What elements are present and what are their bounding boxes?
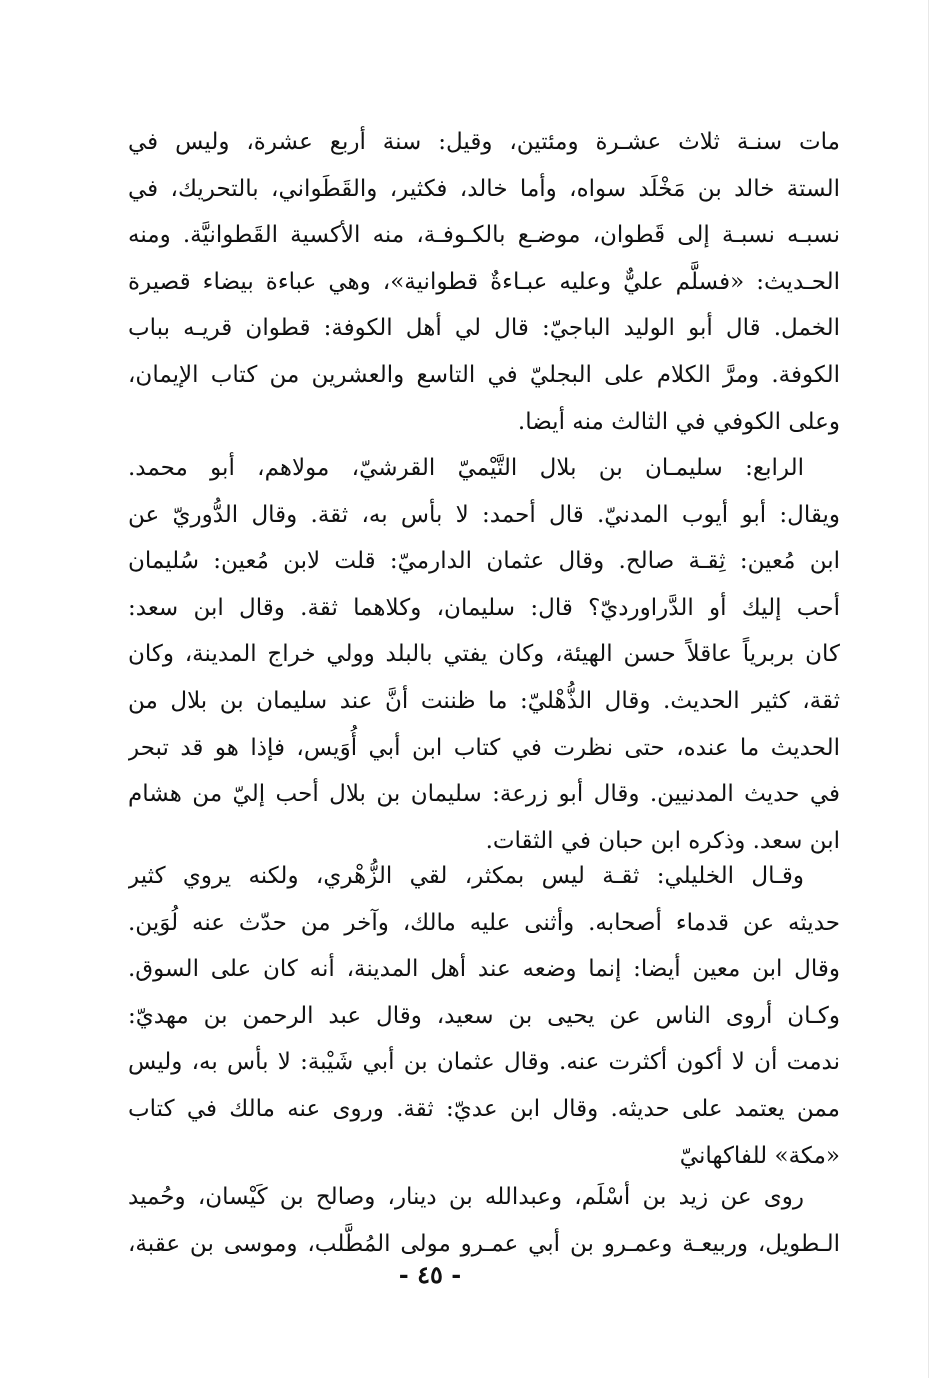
- paragraph-line: الحـديث: «فسلَّم عليٌّ وعليه عبـاءةٌ قطوانية»، وهي عباءة بيضاء قصيرة: [128, 268, 840, 295]
- paragraph-2: [128, 445, 840, 864]
- paragraph-line: الكوفة. ومرَّ الكلام على البجليّ في التاسع والعشرين من كتاب الإيمان،: [128, 361, 840, 388]
- paragraph-line: وقال ابن معين أيضا: إنما وضعه عند أهل المدينة، أنه كان على السوق.: [128, 956, 840, 983]
- paragraph-line: روى عن زيد بن أسْلَم، وعبدالله بن دينار، وصالح بن كَيْسان، وحُميد: [128, 1184, 804, 1210]
- paragraph-line: الستة خالد بن مَخْلَد سواه، وأما خالد، فكثير، والقَطَواني، بالتحريك، في: [128, 175, 840, 202]
- paragraph-line: ويقال: أبو أيوب المدنيّ. قال أحمد: لا بأس به، ثقة. وقال الدُّوريّ عن: [128, 501, 840, 528]
- paragraph-line: نسبـه نسبـة إلى قَطوان، موضـع بالكـوفـة، منه الأكسية القَطوانيَّة. ومنه: [128, 222, 840, 249]
- paragraph-line: ابن سعد. وذكره ابن حبان في الثقات.: [485, 827, 840, 854]
- paragraph-line: ممن يعتمد على حديثه. وقال ابن عديّ: ثقة. وروى عنه مالك في كتاب: [128, 1095, 840, 1122]
- paragraph-3: [128, 853, 840, 1179]
- paragraph-line: أحب إليك أو الدَّراورديّ؟ قال: سليمان، وكلاهما ثقة. وقال ابن سعد:: [128, 594, 840, 621]
- paragraph-line: الخمل. قال أبو الوليد الباجيّ: قال لي أهل الكوفة: قطوان قريـه بباب: [128, 315, 840, 342]
- paragraph-4: [128, 1174, 840, 1267]
- paragraph-line: الحديث ما عنده، حتى نظرت في كتاب ابن أبي أُوَيس، فإذا هو قد تبحر: [128, 734, 840, 761]
- paragraph-line: وكـان أروى الناس عن يحيى بن سعيد، وقال عبد الرحمن بن مهديّ:: [128, 1002, 840, 1029]
- paragraph-line: حديثه عن قدماء أصحابه. وأثنى عليه مالك، وآخر من حدّث عنه لُوَين.: [128, 909, 840, 936]
- paragraph-line: ثقة، كثير الحديث. وقال الذُّهْليّ: ما ظننت أنَّ عند سليمان بن بلال من: [128, 687, 840, 714]
- paragraph-line: في حديث المدنيين. وقال أبو زرعة: سليمان بن بلال أحب إليّ من هشام: [128, 781, 840, 808]
- paragraph-line: ندمت أن لا أكون أكثرت عنه. وقال عثمان بن أبي شَيْبة: لا بأس به، وليس: [128, 1049, 840, 1076]
- paragraph-line: وعلى الكوفي في الثالث منه أيضا.: [517, 408, 840, 435]
- paragraph-line: كان بربرياً عاقلاً حسن الهيئة، وكان يفتي بالبلد وولي خراج المدينة، وكان: [128, 641, 840, 668]
- paragraph-1: [128, 119, 840, 445]
- page-number: - ٤٥ -: [398, 1260, 462, 1289]
- paragraph-line: «مكة» للفاكهانيّ: [679, 1142, 840, 1169]
- paragraph-line: مات سنـة ثلاث عشـرة ومئتين، وقيل: سنة أربع عشرة، وليس في: [128, 129, 840, 155]
- paragraph-line: الـطويل، وربيعـة وعمـرو بن أبي عمـرو مولى المُطَّلب، وموسى بن عقبة،: [128, 1230, 840, 1257]
- paragraph-line: الرابع: سليمـان بن بلال التَّيْميّ القرشيّ، مولاهم، أبو محمد.: [128, 455, 804, 481]
- scan-edge-mark: [928, 0, 929, 1378]
- paragraph-line: وقـال الخليلي: ثقـة ليس بمكثر، لقي الزُّهْري، ولكنه يروي كثير: [128, 863, 804, 889]
- paragraph-line: ابن مُعين: ثِقـة صالح. وقال عثمان الدارميّ: قلت لابن مُعين: سُليمان: [128, 548, 840, 575]
